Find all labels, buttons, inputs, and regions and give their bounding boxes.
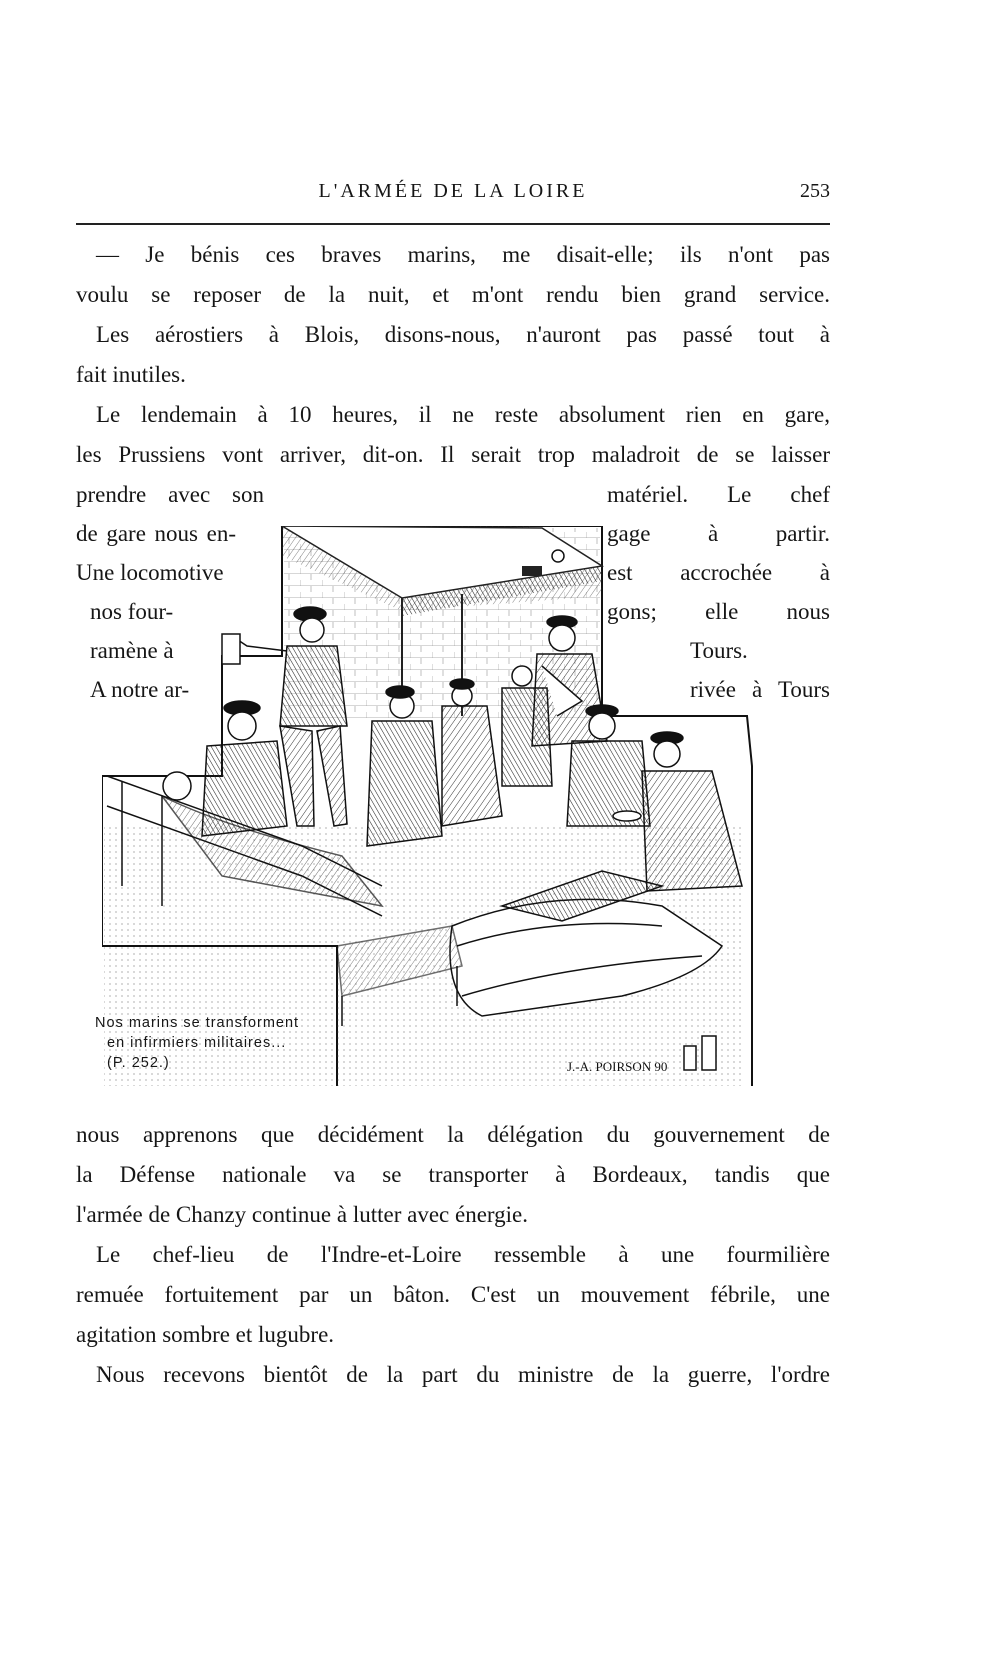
wrap-right-line: est accrochée à	[607, 560, 830, 585]
wrap-right-line: gons; elle nous	[607, 599, 830, 624]
running-title: L'ARMÉE DE LA LOIRE	[318, 180, 588, 202]
text-line: la Défense nationale va se transporter à Bordeaux, tandis que	[76, 1162, 830, 1187]
artist-signature: J.-A. POIRSON 90	[567, 1059, 668, 1074]
text-line: les Prussiens vont arriver, dit-on. Il serait trop maladroit de se laisser	[76, 442, 830, 467]
wrap-left-line: prendre avec son	[76, 482, 264, 507]
illustration-caption	[95, 1013, 360, 1073]
wrap-right-line: gage à partir.	[607, 521, 830, 546]
caption-line: Nos marins se transforment	[95, 1015, 300, 1031]
text-line: voulu se reposer de la nuit, et m'ont rendu bien grand service.	[76, 282, 830, 307]
text-line: Les aérostiers à Blois, disons-nous, n'auront pas passé tout à	[96, 322, 830, 347]
text-line: Nous recevons bientôt de la part du ministre de la guerre, l'ordre	[96, 1362, 830, 1387]
wrap-left-line: A notre ar-	[90, 677, 190, 702]
wrap-left-line: nos four-	[90, 599, 174, 624]
text-line: l'armée de Chanzy continue à lutter avec énergie.	[76, 1202, 529, 1227]
text-line: nous apprenons que décidément la délégation du gouvernement de	[76, 1122, 830, 1147]
header-rule	[76, 223, 830, 225]
wrap-right-line: matériel. Le chef	[607, 482, 830, 507]
text-line: remuée fortuitement par un bâton. C'est un mouvement fébrile, une	[76, 1282, 830, 1307]
caption-line: (P. 252.)	[107, 1055, 170, 1071]
wrap-left-line: de gare nous en-	[76, 521, 236, 546]
text-line: Le chef-lieu de l'Indre-et-Loire ressemble à une fourmilière	[96, 1242, 830, 1267]
wrap-right-line: Tours.	[690, 638, 748, 663]
running-head	[76, 180, 830, 206]
caption-line: en infirmiers militaires...	[107, 1035, 287, 1051]
text-line: agitation sombre et lugubre.	[76, 1322, 335, 1347]
page-number: 253	[800, 180, 830, 202]
text-line: Le lendemain à 10 heures, il ne reste absolument rien en gare,	[96, 402, 830, 427]
text-line: fait inutiles.	[76, 362, 186, 387]
wrap-left-line: Une locomotive	[76, 560, 224, 585]
wrap-left-line: ramène à	[90, 638, 174, 663]
text-line: — Je bénis ces braves marins, me disait-elle; ils n'ont pas	[96, 242, 830, 267]
wrap-right-line: rivée à Tours	[690, 677, 830, 702]
engraving-illustration	[102, 526, 804, 1086]
